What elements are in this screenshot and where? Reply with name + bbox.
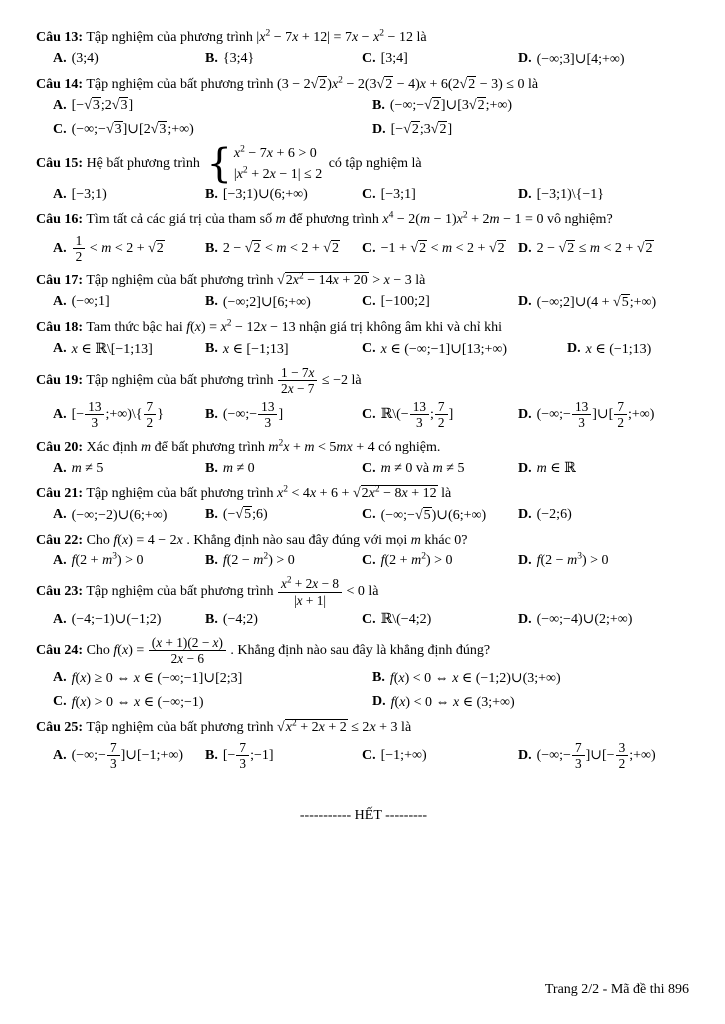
option-d: [567, 341, 691, 358]
option-letter: C.: [362, 611, 376, 627]
option-letter: B.: [205, 341, 218, 357]
option-value: m ≠ 5: [71, 460, 104, 476]
question-number: Câu 18:: [36, 319, 84, 335]
question-21: [36, 484, 691, 524]
option-d: [372, 122, 691, 138]
question-options: [36, 294, 691, 311]
question-number: Câu 21:: [36, 486, 84, 502]
option-a: [53, 461, 205, 477]
question-options: [36, 553, 691, 569]
option-letter: A.: [53, 240, 67, 256]
option-c: [362, 187, 518, 203]
option-a: [53, 399, 205, 431]
option-c: [362, 461, 518, 477]
option-b: [205, 612, 362, 628]
question-22: [36, 531, 691, 570]
question-number: Câu 15:: [36, 156, 84, 172]
option-value: −1 + √2 < m < 2 + √2: [380, 240, 505, 256]
question-20: [36, 438, 691, 478]
option-value: 2 − √2 ≤ m < 2 + √2: [536, 240, 653, 256]
option-value: [−3;1): [71, 186, 107, 202]
option-a: [53, 98, 372, 114]
option-value: [−100;2]: [380, 294, 430, 310]
question-text: Tìm tất cả các giá trị của tham số m để phương trình $x^4 - 2(m - 1)x^2 + 2m - 1 = 0$ vô nghiệm?: [86, 210, 613, 228]
option-b: [205, 51, 362, 67]
option-c: [362, 294, 518, 310]
option-d: [518, 241, 691, 257]
option-value: (−∞;− $\frac{7}{3}$ ]∪[−1;+∞): [71, 740, 183, 772]
option-letter: B.: [205, 460, 218, 476]
option-letter: A.: [53, 553, 67, 569]
option-letter: C.: [362, 460, 376, 476]
option-letter: B.: [205, 747, 218, 763]
option-value: f(x) < 0 ⇔ x ∈ (−1;2)∪(3;+∞): [389, 670, 561, 686]
option-value: (−∞;2]∪[6;+∞): [222, 294, 311, 310]
option-d: [518, 740, 691, 772]
option-letter: B.: [205, 507, 218, 523]
question-number: Câu 17:: [36, 273, 84, 289]
option-letter: A.: [53, 460, 67, 476]
option-c: [362, 341, 567, 358]
question-stem: [36, 718, 691, 738]
option-letter: A.: [53, 341, 67, 357]
option-b: [205, 740, 362, 772]
option-value: (−∞;−√3]∪[2√3;+∞): [71, 122, 194, 138]
option-letter: C.: [53, 121, 67, 137]
question-text: Tập nghiệm của bất phương trình $√x^2 + 2x + 2 \le 2x + 3$ là: [86, 717, 412, 735]
question-stem: [36, 318, 691, 338]
question-stem: [36, 210, 691, 230]
option-c: [53, 121, 372, 138]
question-options: [36, 233, 691, 265]
question-text: Tập nghiệm của bất phương trình $√2x^2 - 14x + 20 > x - 3$ là: [86, 271, 426, 289]
option-letter: A.: [53, 51, 67, 67]
option-value: ℝ\(−4;2): [380, 612, 432, 627]
option-b: [372, 670, 691, 687]
option-value: m ≠ 0 và m ≠ 5: [380, 460, 465, 476]
option-b: [205, 553, 362, 569]
option-value: $f(2 + m^2) > 0$: [380, 551, 453, 569]
option-letter: D.: [518, 51, 532, 67]
question-text: Tập nghiệm của bất phương trình $(3 - 2√2)x^2 - 2(3√2 - 4)x + 6(2√2 - 3) \le 0$ là: [86, 74, 539, 92]
question-text: Xác định m để bất phương trình $m^2x + m < 5mx + 4$ có nghiệm.: [86, 438, 441, 455]
question-number: Câu 24:: [36, 643, 84, 658]
option-c: [362, 507, 518, 524]
end-marker: ----------- HẾT ---------: [299, 807, 428, 823]
option-value: [−3;1)∪(6;+∞): [222, 187, 308, 203]
option-b: [205, 241, 362, 257]
question-options: [36, 611, 691, 628]
option-value: x ∈ ℝ\[−1;13]: [71, 341, 153, 357]
option-letter: B.: [372, 97, 385, 113]
option-letter: B.: [205, 553, 218, 569]
option-a: [53, 611, 205, 628]
option-value: f(x) ≥ 0 ⇔ x ∈ (−∞;−1]∪[2;3]: [71, 670, 243, 686]
option-value: (3;4): [71, 51, 99, 67]
question-stem: [36, 141, 691, 188]
option-letter: A.: [53, 611, 67, 627]
question-options: [36, 740, 691, 772]
option-value: [− $\frac{7}{3}$ ;−1]: [222, 740, 274, 772]
option-letter: C.: [362, 507, 376, 523]
question-text: Tam thức bậc hai $f(x) = x^2 - 12x - 13$ nhận giá trị không âm khi và chỉ khi: [86, 318, 503, 335]
question-18: [36, 318, 691, 358]
option-value: (−∞;−4)∪(2;+∞): [536, 612, 633, 627]
option-b: [205, 294, 362, 311]
option-a: [53, 553, 205, 569]
question-number: Câu 23:: [36, 584, 84, 600]
question-options: [36, 51, 691, 68]
option-c: [362, 553, 518, 569]
option-value: [−1;+∞): [380, 747, 427, 763]
question-17: [36, 271, 691, 311]
question-25: [36, 718, 691, 772]
option-letter: D.: [518, 406, 532, 422]
option-letter: D.: [518, 460, 532, 476]
question-stem: [36, 531, 691, 551]
option-letter: D.: [372, 694, 386, 710]
option-letter: C.: [362, 406, 376, 422]
option-letter: C.: [362, 186, 376, 202]
option-value: [−√3;2√3]: [71, 97, 134, 113]
question-23: [36, 576, 691, 628]
option-letter: C.: [53, 694, 67, 710]
question-number: Câu 19:: [36, 372, 84, 388]
option-value: (−∞;−√2]∪[3√2;+∞): [389, 98, 513, 114]
option-d: [372, 694, 691, 711]
option-value: {3;4}: [222, 51, 255, 67]
option-value: $f(2 - m^3) > 0$: [536, 551, 609, 569]
option-value: f(x) > 0 ⇔ x ∈ (−∞;−1): [71, 694, 204, 710]
option-a: [53, 740, 205, 772]
option-value: $f(2 - m^2) > 0$: [222, 551, 295, 569]
question-options: [36, 341, 691, 358]
question-text: Tập nghiệm của phương trình $|x^2 - 7x + 12| = 7x - x^2 - 12$ là: [86, 28, 427, 45]
option-b: [205, 399, 362, 431]
option-a: [53, 51, 205, 67]
question-number: Câu 16:: [36, 212, 84, 228]
option-value: 2 − √2 < m < 2 + √2: [222, 240, 339, 256]
option-c: [362, 241, 518, 257]
option-letter: A.: [53, 670, 67, 686]
option-d: [518, 294, 691, 311]
question-options: [36, 670, 691, 711]
option-letter: B.: [205, 240, 218, 256]
option-value: (−∞;2]∪(4 + √5;+∞): [536, 294, 657, 310]
option-value: (−2;6): [536, 507, 572, 523]
option-value: (−4;2): [222, 611, 258, 627]
question-options: [36, 507, 691, 524]
question-stem: [36, 271, 691, 291]
option-d: [518, 460, 691, 477]
option-value: $f(2 + m^3) > 0$: [71, 551, 144, 569]
option-letter: C.: [362, 240, 376, 256]
question-stem: [36, 484, 691, 504]
question-stem: [36, 635, 691, 667]
option-letter: B.: [205, 51, 218, 67]
option-letter: A.: [53, 406, 67, 422]
question-text: Cho f(x) = $\frac{(x + 1)(2 - x)}{2x - 6}$ . Khẳng định nào sau đây là khẳng định đúng?: [86, 635, 491, 667]
question-text: Tập nghiệm của bất phương trình $x^2 < 4x + 6 + √2x^2 - 8x + 12$ là: [86, 484, 452, 502]
question-number: Câu 20:: [36, 439, 84, 455]
option-letter: D.: [518, 553, 532, 569]
option-letter: C.: [362, 747, 376, 763]
question-options: [36, 399, 691, 431]
question-stem: [36, 576, 691, 608]
option-letter: D.: [518, 747, 532, 763]
question-options: [36, 460, 691, 477]
question-number: Câu 14:: [36, 76, 84, 92]
question-stem: [36, 365, 691, 397]
question-stem: [36, 28, 691, 48]
question-15: [36, 141, 691, 203]
option-d: [518, 611, 691, 628]
option-value: [3;4]: [380, 51, 408, 67]
option-letter: D.: [567, 341, 581, 357]
option-b: [205, 507, 362, 523]
option-a: [53, 187, 205, 203]
option-letter: D.: [518, 294, 532, 310]
option-a: [53, 341, 205, 358]
option-letter: A.: [53, 186, 67, 202]
page-footer: Trang 2/2 - Mã đề thi 896: [544, 982, 689, 997]
option-letter: B.: [205, 611, 218, 627]
option-value: (−∞;− $\frac{13}{3}$ ]: [222, 399, 284, 431]
question-options: [36, 97, 691, 138]
option-value: [− $\frac{13}{3}$ ;+∞)\{ $\frac{7}{2}$ }: [71, 399, 164, 431]
option-a: [53, 670, 372, 687]
question-14: [36, 75, 691, 139]
option-d: [518, 51, 691, 68]
option-value: (−√5;6): [222, 507, 268, 523]
option-b: [205, 186, 362, 203]
option-letter: B.: [372, 670, 385, 686]
option-b: [205, 461, 362, 477]
question-text: Hệ bất phương trình { $x^2 - 7x + 6 > 0$ $|x^2 + 2x - 1| \le 2$ có tập nghiệm là: [86, 141, 422, 188]
option-letter: A.: [53, 747, 67, 763]
option-a: [53, 233, 205, 265]
question-number: Câu 22:: [36, 532, 84, 548]
question-13: [36, 28, 691, 68]
option-value: [−3;1]: [380, 186, 416, 202]
question-16: [36, 210, 691, 264]
option-d: [518, 553, 691, 569]
option-value: m ∈ ℝ: [536, 461, 576, 477]
question-text: Tập nghiệm của bất phương trình $\frac{1 - 7x}{2x - 7}$ ≤ −2 là: [86, 364, 362, 396]
option-letter: D.: [518, 611, 532, 627]
option-value: f(x) < 0 ⇔ x ∈ (3;+∞): [390, 694, 515, 710]
option-letter: D.: [518, 186, 532, 202]
option-value: (−∞;3]∪[4;+∞): [536, 51, 625, 67]
question-stem: [36, 438, 691, 458]
option-value: (−∞;−2)∪(6;+∞): [71, 507, 168, 523]
option-letter: C.: [362, 51, 376, 67]
option-letter: C.: [362, 553, 376, 569]
option-letter: D.: [372, 121, 386, 137]
option-value: x ∈ (−1;13): [585, 341, 652, 357]
option-letter: C.: [362, 294, 376, 310]
option-value: m ≠ 0: [222, 460, 255, 476]
option-value: (−4;−1)∪(−1;2): [71, 612, 162, 627]
option-value: (−∞;1]: [71, 294, 110, 310]
question-number: Câu 13:: [36, 30, 84, 45]
option-c: [362, 748, 518, 764]
option-value: (−∞;− $\frac{7}{3}$ ]∪[− $\frac{3}{2}$ ;+∞): [536, 740, 656, 772]
option-b: [205, 341, 362, 358]
option-a: [53, 294, 205, 310]
question-text: Tập nghiệm của bất phương trình $\frac{x^2 + 2x - 8}{|x + 1|}$ < 0 là: [86, 575, 379, 608]
option-d: [518, 187, 691, 203]
question-19: [36, 365, 691, 431]
option-letter: B.: [205, 294, 218, 310]
option-letter: B.: [205, 406, 218, 422]
question-text: Cho f(x) = 4 − 2x . Khẳng định nào sau đây đúng với mọi m khác 0?: [86, 532, 468, 548]
option-value: [−√2;3√2]: [390, 121, 453, 137]
option-letter: D.: [518, 240, 532, 256]
option-c: [362, 611, 518, 628]
option-a: [53, 507, 205, 524]
option-letter: C.: [362, 341, 376, 357]
option-value: ℝ\(− $\frac{13}{3}$ ; $\frac{7}{2}$ ]: [380, 399, 454, 431]
option-value: x ∈ (−∞;−1]∪[13;+∞): [380, 341, 508, 357]
option-letter: A.: [53, 97, 67, 113]
question-options: [36, 186, 691, 203]
question-24: [36, 635, 691, 711]
option-c: [53, 694, 372, 711]
question-number: Câu 25:: [36, 719, 84, 735]
option-b: [372, 97, 691, 114]
option-value: $\frac{1}{2}$ < m < 2 + √2: [72, 233, 165, 265]
option-letter: D.: [518, 507, 532, 523]
option-letter: B.: [205, 186, 218, 202]
option-value: [−3;1)\{−1}: [536, 186, 604, 202]
question-stem: [36, 75, 691, 95]
option-c: [362, 51, 518, 67]
option-letter: A.: [53, 294, 67, 310]
option-value: (−∞;− $\frac{13}{3}$ ]∪[ $\frac{7}{2}$ ;+∞): [536, 399, 655, 431]
option-d: [518, 507, 691, 523]
option-d: [518, 399, 691, 431]
option-c: [362, 399, 518, 431]
option-value: x ∈ [−1;13]: [222, 341, 289, 357]
option-letter: A.: [53, 507, 67, 523]
option-value: (−∞;−√5)∪(6;+∞): [380, 507, 487, 523]
